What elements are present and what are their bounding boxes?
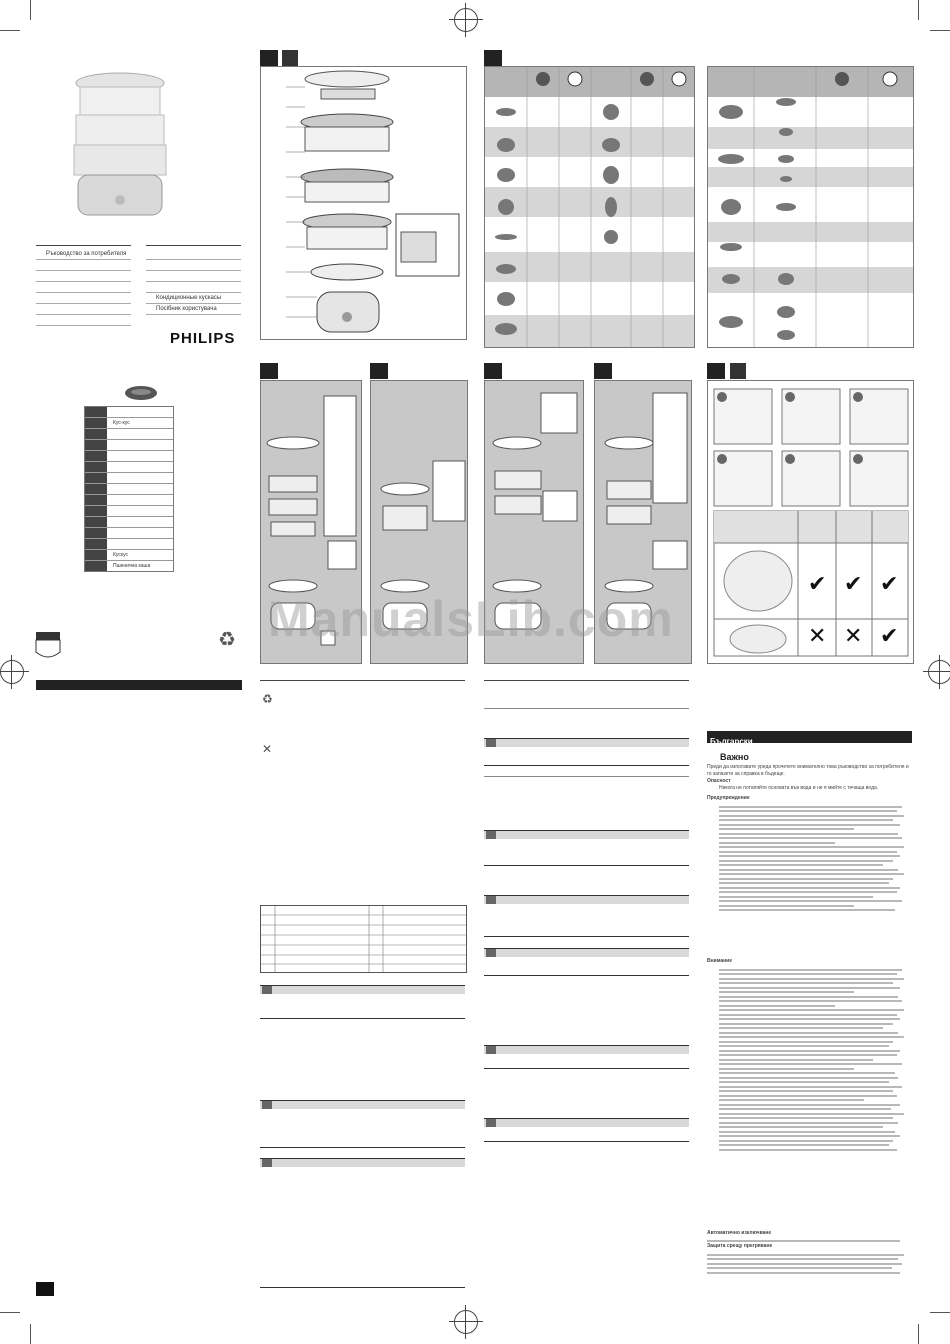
danger-title: Опасност	[707, 778, 731, 784]
crop-mark	[918, 1324, 919, 1344]
tip-box	[260, 1100, 465, 1148]
crop-mark	[0, 1312, 20, 1313]
registration-mark	[454, 8, 478, 32]
recycle-icon: ♻	[262, 692, 273, 706]
cross-mark: ✕	[808, 623, 827, 648]
note-box	[484, 830, 689, 866]
intro-paragraph: Преди да използвате уреда прочетете внимателно това ръководство за потребителя и го запазете за справка в бъдеще.	[707, 764, 909, 777]
check-mark: ✔	[844, 571, 863, 596]
check-mark: ✔	[880, 623, 899, 648]
cover-menu-item	[146, 249, 241, 260]
column-divider	[484, 776, 689, 777]
steam-basket-icon	[124, 385, 158, 401]
recipe-item: Кус-кус	[113, 420, 130, 426]
product-image	[60, 65, 180, 235]
cover-menu-item	[36, 315, 131, 326]
bin-icon: ✕	[262, 742, 273, 756]
cover-menu-item: Кондиционные кускасы	[146, 293, 241, 304]
protect-title: Защита срещу прегряване	[707, 1243, 773, 1249]
danger-text: Никога не потапяйте основата във вода и не я мийте с течаща вода.	[719, 785, 879, 791]
caution-text-block	[719, 966, 912, 1153]
crop-mark	[30, 1324, 31, 1344]
parts-diagram-panel	[260, 66, 467, 340]
crop-mark	[918, 0, 919, 20]
section-heading: Важно	[720, 752, 749, 762]
registration-mark	[0, 660, 24, 684]
column-divider	[484, 680, 689, 681]
crop-mark	[930, 30, 950, 31]
recipe-item: Кускус	[113, 552, 129, 558]
cover-menu-item	[36, 293, 131, 304]
food-steaming-table-left	[484, 66, 695, 348]
registration-mark	[928, 660, 950, 684]
food-steaming-table-right	[707, 66, 914, 348]
cover-menu-item	[146, 260, 241, 271]
cross-mark: ✕	[844, 623, 863, 648]
guarantee-table	[260, 905, 467, 973]
recipe-item: Пшенична каша	[113, 563, 151, 569]
cover-menu-right	[146, 242, 241, 315]
section-number-badge	[594, 363, 612, 379]
cover-menu-item	[36, 271, 131, 282]
cover-menu-item	[36, 260, 131, 271]
section-number-badge	[370, 363, 388, 379]
recipe-table	[84, 406, 174, 572]
column-divider	[484, 708, 689, 709]
cover-menu-left	[36, 242, 131, 326]
cover-menu-item	[36, 304, 131, 315]
check-mark: ✔	[808, 571, 827, 596]
column-divider	[260, 680, 465, 681]
crop-mark	[30, 0, 31, 20]
note-box	[484, 738, 689, 766]
section-number-badge	[260, 50, 278, 66]
note-box	[484, 1045, 689, 1069]
section-number-badge	[484, 363, 502, 379]
crop-mark	[0, 30, 20, 31]
crop-mark	[930, 1312, 950, 1313]
info-icon	[282, 50, 298, 66]
warning-title: Предупреждение	[707, 795, 750, 801]
section-number-badge	[484, 50, 502, 66]
recycle-icon: ♻	[218, 629, 236, 651]
section-number-badge	[707, 363, 725, 379]
cover-menu-item	[146, 271, 241, 282]
warning-box	[484, 948, 689, 976]
registration-mark	[454, 1310, 478, 1334]
check-mark: ✔	[880, 571, 899, 596]
caution-title: Внимание	[707, 958, 732, 964]
brand-logo: PHILIPS	[170, 330, 236, 347]
protect-text-block	[707, 1251, 912, 1276]
cover-menu-item	[36, 282, 131, 293]
cover-footer-bar	[36, 680, 242, 690]
watermark: ManualsLib.com	[268, 591, 674, 647]
tap-icon	[730, 363, 746, 379]
cover-menu-item: Посібник користувача	[146, 304, 241, 315]
philips-shield-icon	[34, 630, 62, 662]
cover-menu-item: Ръководство за потребителя	[36, 249, 131, 260]
note-box	[260, 1158, 465, 1288]
note-box	[260, 985, 465, 1019]
language-label: Български	[710, 737, 753, 746]
section-number-badge	[260, 363, 278, 379]
recipe-item	[107, 407, 113, 417]
cleaning-panel	[707, 380, 914, 664]
note-box	[484, 895, 689, 937]
language-header-bar	[707, 731, 912, 746]
cover-menu-item	[146, 282, 241, 293]
note-box	[484, 1118, 689, 1142]
autooff-title: Автоматично изключване	[707, 1230, 772, 1236]
warning-text-block	[719, 803, 912, 914]
page-marker	[36, 1282, 54, 1296]
